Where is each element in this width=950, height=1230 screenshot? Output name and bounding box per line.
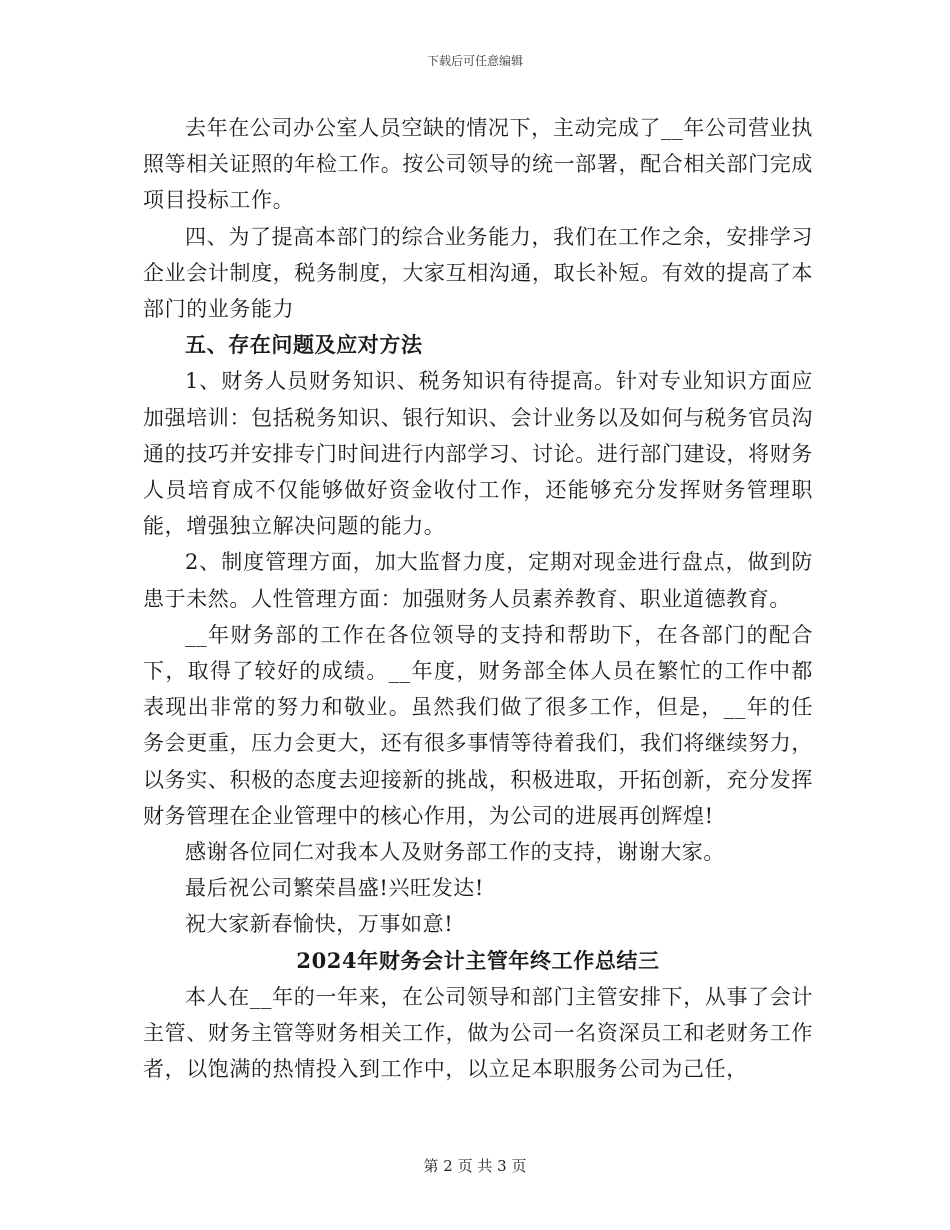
paragraph-wish-everyone: 祝大家新春愉快，万事如意! <box>185 912 454 937</box>
section-heading-problems: 五、存在问题及应对方法 <box>185 332 423 358</box>
paragraph-wish-company: 最后祝公司繁荣昌盛!兴旺发达! <box>185 876 484 901</box>
paragraph-thanks: 感谢各位同仁对我本人及财务部工作的支持，谢谢大家。 <box>185 840 725 865</box>
page-footer: 第 2 页 共 3 页 <box>423 1157 527 1175</box>
paragraph-business-ability: 四、为了提高本部门的综合业务能力，我们在工作之余，安排学习企业会计制度，税务制度，大家互相沟通，取长补短。有效的提高了本部门的业务能力 <box>143 224 813 322</box>
paragraph-training: 1、财务人员财务知识、税务知识有待提高。针对专业知识方面应加强培训：包括税务知识、银行知识、会计业务以及如何与税务官员沟通的技巧并安排专门时间进行内部学习、讨论。进行部门建设，将财务人员培育成不仅能够做好资金收付工作，还能够充分发挥财务管理职能，增强独立解决问题的能力。 <box>143 369 813 539</box>
paragraph-license-inspection: 去年在公司办公室人员空缺的情况下，主动完成了__年公司营业执照等相关证照的年检工作。按公司领导的统一部署，配合相关部门完成项目投标工作。 <box>143 116 813 213</box>
paragraph-summary: __年财务部的工作在各位领导的支持和帮助下，在各部门的配合下，取得了较好的成绩。__年度，财务部全体人员在繁忙的工作中都表现出非常的努力和敬业。虽然我们做了很多工作，但是，__年的任务会更重，压力会更大，还有很多事情等待着我们，我们将继续努力，以务实、积极的态度去迎接新的挑战，积极进取，开拓创新，充分发挥财务管理在企业管理中的核心作用，为公司的进展再创辉煌! <box>143 622 813 828</box>
paragraph-management: 2、制度管理方面，加大监督力度，定期对现金进行盘点，做到防患于未然。人性管理方面：加强财务人员素养教育、职业道德教育。 <box>143 550 813 611</box>
page-header: 下载后可任意编辑 <box>426 54 523 68</box>
section-title: 2024年财务会计主管年终工作总结三 <box>296 947 660 973</box>
document-body <box>143 110 813 1087</box>
paragraph-intro-three: 本人在__年的一年来，在公司领导和部门主管安排下，从事了会计主管、财务主管等财务相关工作，做为公司一名资深员工和老财务工作者，以饱满的热情投入到工作中，以立足本职服务公司为己任， <box>143 984 813 1082</box>
